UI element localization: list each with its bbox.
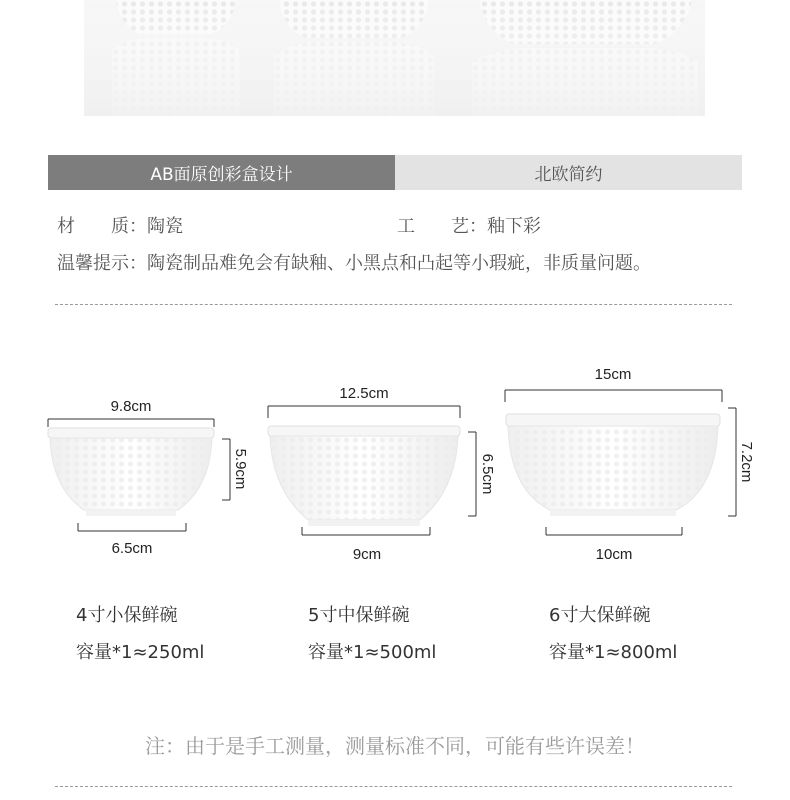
bottom-divider (55, 786, 732, 787)
medium-height: 6.5cm (479, 453, 496, 495)
bowl-medium (268, 406, 476, 535)
bowl-large (505, 390, 736, 535)
style-label: 北欧简约 (395, 155, 742, 190)
medium-bowl-capacity: 容量*1≈500ml (308, 642, 437, 663)
measurement-note: 注：由于是手工测量，测量标准不同，可能有些许误差！ (145, 734, 645, 758)
notice-label: 温馨提示： (57, 253, 147, 274)
craft-label: 工 艺： (397, 216, 487, 237)
large-height: 7.2cm (738, 441, 755, 483)
medium-base-width: 9cm (352, 546, 382, 563)
product-photo (84, 0, 705, 116)
small-bowl-capacity: 容量*1≈250ml (76, 642, 205, 663)
notice-row (57, 249, 651, 275)
small-base-width: 6.5cm (111, 540, 153, 557)
large-base-width: 10cm (595, 546, 633, 563)
material-label: 材 质： (57, 216, 147, 237)
medium-top-width: 12.5cm (339, 385, 389, 402)
divider (55, 304, 732, 305)
feature-header (48, 155, 742, 190)
bowl-dimensions (0, 340, 790, 580)
small-bowl-name: 4寸小保鲜碗 (76, 605, 178, 626)
design-label: AB面原创彩盒设计 (48, 155, 395, 190)
notice-value: 陶瓷制品难免会有缺釉、小黑点和凸起等小瑕疵，非质量问题。 (147, 253, 651, 274)
bowl-small (48, 419, 230, 531)
large-top-width: 15cm (594, 366, 632, 383)
small-top-width: 9.8cm (110, 398, 152, 415)
medium-bowl-name: 5寸中保鲜碗 (308, 605, 410, 626)
craft-row (397, 212, 541, 238)
material-row (57, 212, 183, 238)
material-value: 陶瓷 (147, 216, 183, 237)
craft-value: 釉下彩 (487, 216, 541, 237)
large-bowl-name: 6寸大保鲜碗 (549, 605, 651, 626)
large-bowl-capacity: 容量*1≈800ml (549, 642, 678, 663)
small-height: 5.9cm (232, 448, 249, 490)
